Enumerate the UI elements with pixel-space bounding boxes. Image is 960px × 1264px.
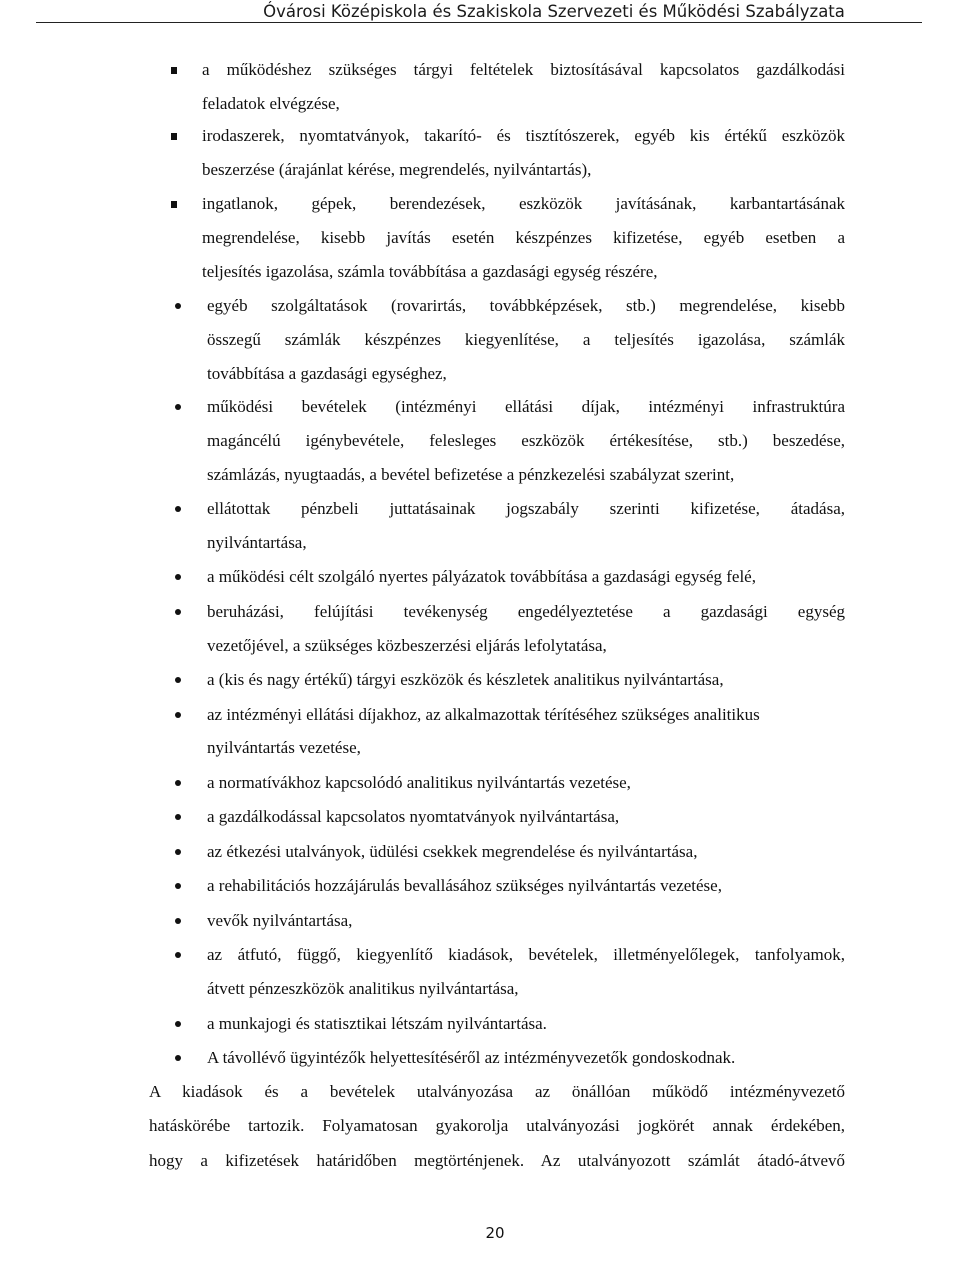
round-bullet-icon: [175, 404, 181, 410]
list-item-line: ellátottak pénzbeli juttatásainak jogszabály szerinti kifizetése, átadása,: [207, 499, 845, 518]
round-bullet-icon: [175, 609, 181, 615]
square-bullet-icon: [171, 133, 177, 140]
list-item-line: a gazdálkodással kapcsolatos nyomtatványok nyilvántartása,: [207, 807, 620, 826]
list-item-line: számlázás, nyugtaadás, a bevétel befizetése a pénzkezelési szabályzat szerint,: [207, 465, 735, 484]
list-item-line: összegű számlák készpénzes kiegyenlítése, a teljesítés igazolása, számlák: [207, 330, 845, 349]
list-item-line: egyéb szolgáltatások (rovarirtás, továbbképzések, stb.) megrendelése, kisebb: [207, 296, 845, 315]
list-item-line: az étkezési utalványok, üdülési csekkek megrendelése és nyilvántartása,: [207, 842, 698, 861]
list-item-line: átvett pénzeszközök analitikus nyilvántartása,: [207, 979, 519, 998]
round-bullet-icon: [175, 814, 181, 820]
paragraph-line: hatáskörébe tartozik. Folyamatosan gyakorolja utalványozási jogkörét annak érdekében,: [149, 1116, 845, 1135]
list-item-line: a munkajogi és statisztikai létszám nyilvántartása.: [207, 1014, 547, 1033]
round-bullet-icon: [175, 677, 181, 683]
list-item-line: a működéshez szükséges tárgyi feltételek biztosításával kapcsolatos gazdálkodási: [202, 60, 845, 79]
round-bullet-icon: [175, 918, 181, 924]
round-bullet-icon: [175, 574, 181, 580]
list-item-line: teljesítés igazolása, számla továbbítása a gazdasági egység részére,: [202, 262, 658, 281]
list-item-line: feladatok elvégzése,: [202, 94, 340, 113]
list-item-line: működési bevételek (intézményi ellátási díjak, intézményi infrastruktúra: [207, 397, 845, 416]
list-item-line: a (kis és nagy értékű) tárgyi eszközök és készletek analitikus nyilvántartása,: [207, 670, 724, 689]
header-rule: [36, 22, 922, 23]
list-item-line: az átfutó, függő, kiegyenlítő kiadások, bevételek, illetményelőlegek, tanfolyamok,: [207, 945, 845, 964]
paragraph-line: A kiadások és a bevételek utalványozása az önállóan működő intézményvezető: [149, 1082, 845, 1101]
list-item-line: nyilvántartása,: [207, 533, 307, 552]
round-bullet-icon: [175, 883, 181, 889]
page-number: 20: [485, 1224, 505, 1242]
list-item-line: megrendelése, kisebb javítás esetén készpénzes kifizetése, egyéb esetben a: [202, 228, 845, 247]
list-item-line: vezetőjével, a szükséges közbeszerzési eljárás lefolytatása,: [207, 636, 607, 655]
round-bullet-icon: [175, 1021, 181, 1027]
round-bullet-icon: [175, 712, 181, 718]
list-item-line: a működési célt szolgáló nyertes pályázatok továbbítása a gazdasági egység felé,: [207, 567, 756, 586]
list-item-line: vevők nyilvántartása,: [207, 911, 353, 930]
round-bullet-icon: [175, 952, 181, 958]
paragraph-line: hogy a kifizetések határidőben megtörténjenek. Az utalványozott számlát átadó-átvevő: [149, 1151, 845, 1170]
round-bullet-icon: [175, 303, 181, 309]
list-item-line: nyilvántartás vezetése,: [207, 738, 361, 757]
list-item-line: A távollévő ügyintézők helyettesítéséről az intézményvezetők gondoskodnak.: [207, 1048, 736, 1067]
list-item-line: beruházási, felújítási tevékenység engedélyeztetése a gazdasági egység: [207, 602, 845, 621]
list-item-line: beszerzése (árajánlat kérése, megrendelés, nyilvántartás),: [202, 160, 592, 179]
list-item-line: az intézményi ellátási díjakhoz, az alkalmazottak térítéséhez szükséges analitikus: [207, 705, 760, 724]
document-header-title: Óvárosi Középiskola és Szakiskola Szervezeti és Működési Szabályzata: [263, 2, 845, 21]
list-item-line: magáncélú igénybevétele, felesleges eszközök értékesítése, stb.) beszedése,: [207, 431, 845, 450]
square-bullet-icon: [171, 201, 177, 208]
list-item-line: továbbítása a gazdasági egységhez,: [207, 364, 447, 383]
list-item-line: a normatívákhoz kapcsolódó analitikus nyilvántartás vezetése,: [207, 773, 631, 792]
list-item-line: a rehabilitációs hozzájárulás bevallásához szükséges nyilvántartás vezetése,: [207, 876, 722, 895]
square-bullet-icon: [171, 67, 177, 74]
round-bullet-icon: [175, 849, 181, 855]
round-bullet-icon: [175, 1055, 181, 1061]
list-item-line: irodaszerek, nyomtatványok, takarító- és tisztítószerek, egyéb kis értékű eszközök: [202, 126, 845, 145]
round-bullet-icon: [175, 780, 181, 786]
list-item-line: ingatlanok, gépek, berendezések, eszközök javításának, karbantartásának: [202, 194, 845, 213]
round-bullet-icon: [175, 506, 181, 512]
